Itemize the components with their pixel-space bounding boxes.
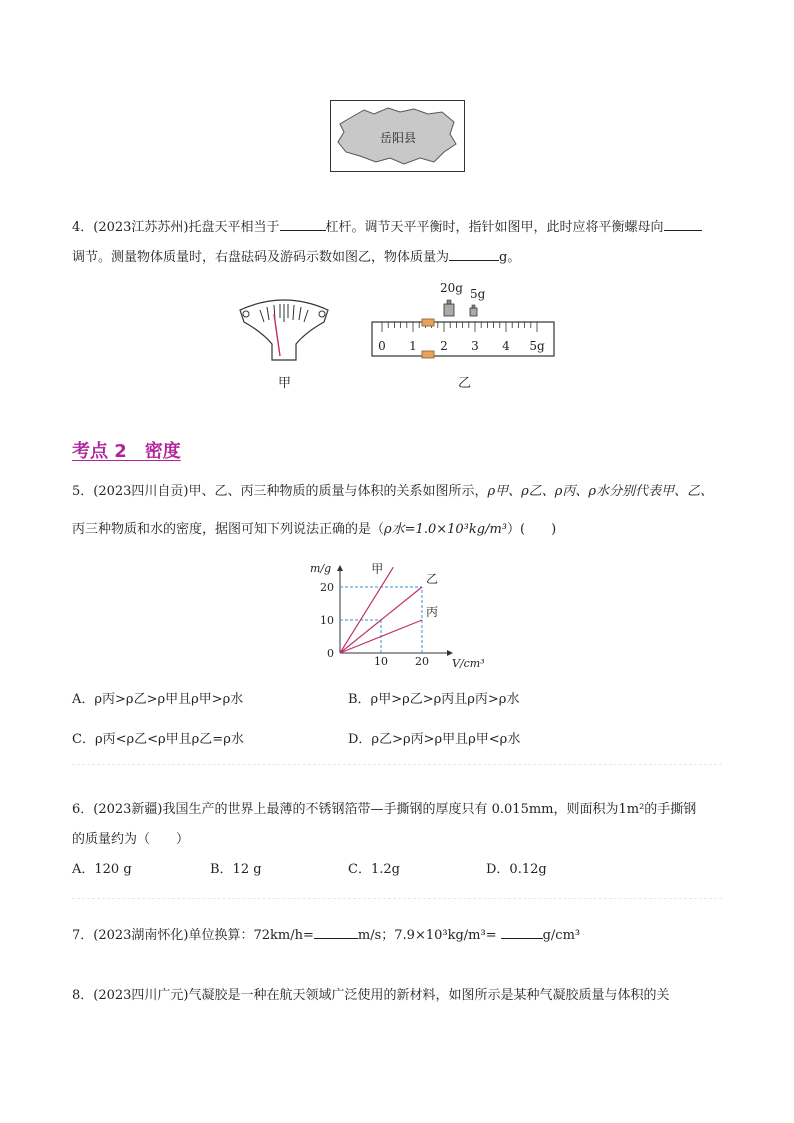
scale-label: 2 — [440, 339, 448, 353]
series-label-2: 丙 — [426, 605, 439, 619]
series-label-1: 乙 — [426, 572, 439, 586]
y-axis-label: m/g — [310, 562, 332, 575]
map-figure — [330, 100, 465, 172]
x-tick-label: 20 — [415, 655, 429, 668]
figure-label-jia: 甲 — [278, 376, 292, 391]
mass-volume-chart — [304, 560, 490, 672]
divider — [72, 764, 722, 765]
q6-option-b[interactable]: B．12 g — [210, 862, 262, 877]
series-line-0 — [340, 567, 393, 653]
q4-line1: 4．(2023江苏苏州)托盘天平相当于 杠杆。调节天平平衡时，指针如图甲，此时应将平衡螺母向 — [72, 216, 702, 238]
scale-label: 4 — [502, 339, 510, 353]
scale-label: 5g — [529, 339, 545, 353]
q6-line1: 6．(2023新疆)我国生产的世界上最薄的不锈钢箔带—手撕钢的厚度只有 0.015mm，则面积为1m²的手撕钢 — [72, 802, 697, 817]
scale-label: 0 — [378, 339, 386, 353]
x-axis-label: V/cm³ — [452, 657, 485, 670]
balance-pointer-svg — [236, 292, 332, 364]
map-label: 岳阳县 — [379, 131, 417, 145]
q5-option-b[interactable]: B．ρ甲>ρ乙>ρ丙且ρ丙>ρ水 — [348, 692, 520, 707]
rider-top — [422, 319, 434, 326]
mass-volume-chart-svg — [304, 560, 490, 672]
q4-blank2[interactable] — [664, 216, 702, 231]
q6-option-a[interactable]: A．120 g — [72, 862, 132, 877]
series-label-0: 甲 — [371, 562, 384, 577]
rider-bottom — [422, 351, 434, 358]
x-tick-label: 10 — [374, 655, 388, 668]
weight-20g-label: 20g — [440, 281, 463, 295]
section-title: 考点 2 密度 — [72, 441, 181, 462]
y-tick-label: 10 — [320, 614, 334, 627]
q5-option-a[interactable]: A．ρ丙>ρ乙>ρ甲且ρ甲>ρ水 — [72, 692, 244, 707]
q5-line1: 5．(2023四川自贡)甲、乙、丙三种物质的质量与体积的关系如图所示，ρ甲、ρ乙、ρ丙、ρ水分别代表甲、乙、 — [72, 484, 714, 499]
q7-line: 7．(2023湖南怀化)单位换算：72km/h= m/s；7.9×10³kg/m³= g/cm³ — [72, 924, 580, 946]
q7-blank1[interactable] — [314, 924, 358, 939]
balance-pointer-figure — [236, 292, 332, 364]
q5-option-c[interactable]: C．ρ丙<ρ乙<ρ甲且ρ乙=ρ水 — [72, 732, 244, 747]
weight-5g — [470, 305, 477, 316]
q8-line1: 8．(2023四川广元)气凝胶是一种在航天领域广泛使用的新材料，如图所示是某种气凝胶质量与体积的关 — [72, 988, 670, 1003]
q6-option-c[interactable]: C．1.2g — [348, 862, 400, 877]
y-tick-label: 0 — [327, 647, 334, 660]
scale-label: 3 — [471, 339, 479, 353]
q6-line2: 的质量约为（ ） — [72, 832, 190, 847]
weight-5g-label: 5g — [470, 287, 486, 301]
series-line-2 — [340, 620, 422, 653]
rider-scale-figure — [370, 278, 556, 362]
q5-line2: 丙三种物质和水的密度，据图可知下列说法正确的是（ρ水=1.0×10³kg/m³）( ) — [72, 522, 557, 537]
q6-option-d[interactable]: D．0.12g — [486, 862, 547, 877]
q4-blank3[interactable] — [449, 246, 499, 261]
divider — [72, 898, 722, 899]
q7-blank2[interactable] — [501, 924, 543, 939]
map-figure-svg — [330, 100, 465, 172]
q4-blank1[interactable] — [280, 216, 326, 231]
rider-scale-svg — [370, 278, 556, 362]
q5-option-d[interactable]: D．ρ乙>ρ丙>ρ甲且ρ甲<ρ水 — [348, 732, 521, 747]
weight-20g — [444, 300, 454, 316]
q4-line2: 调节。测量物体质量时，右盘砝码及游码示数如图乙，物体质量为 g。 — [72, 246, 520, 268]
y-tick-label: 20 — [320, 581, 334, 594]
figure-label-yi: 乙 — [458, 376, 472, 391]
scale-label: 1 — [409, 339, 417, 353]
